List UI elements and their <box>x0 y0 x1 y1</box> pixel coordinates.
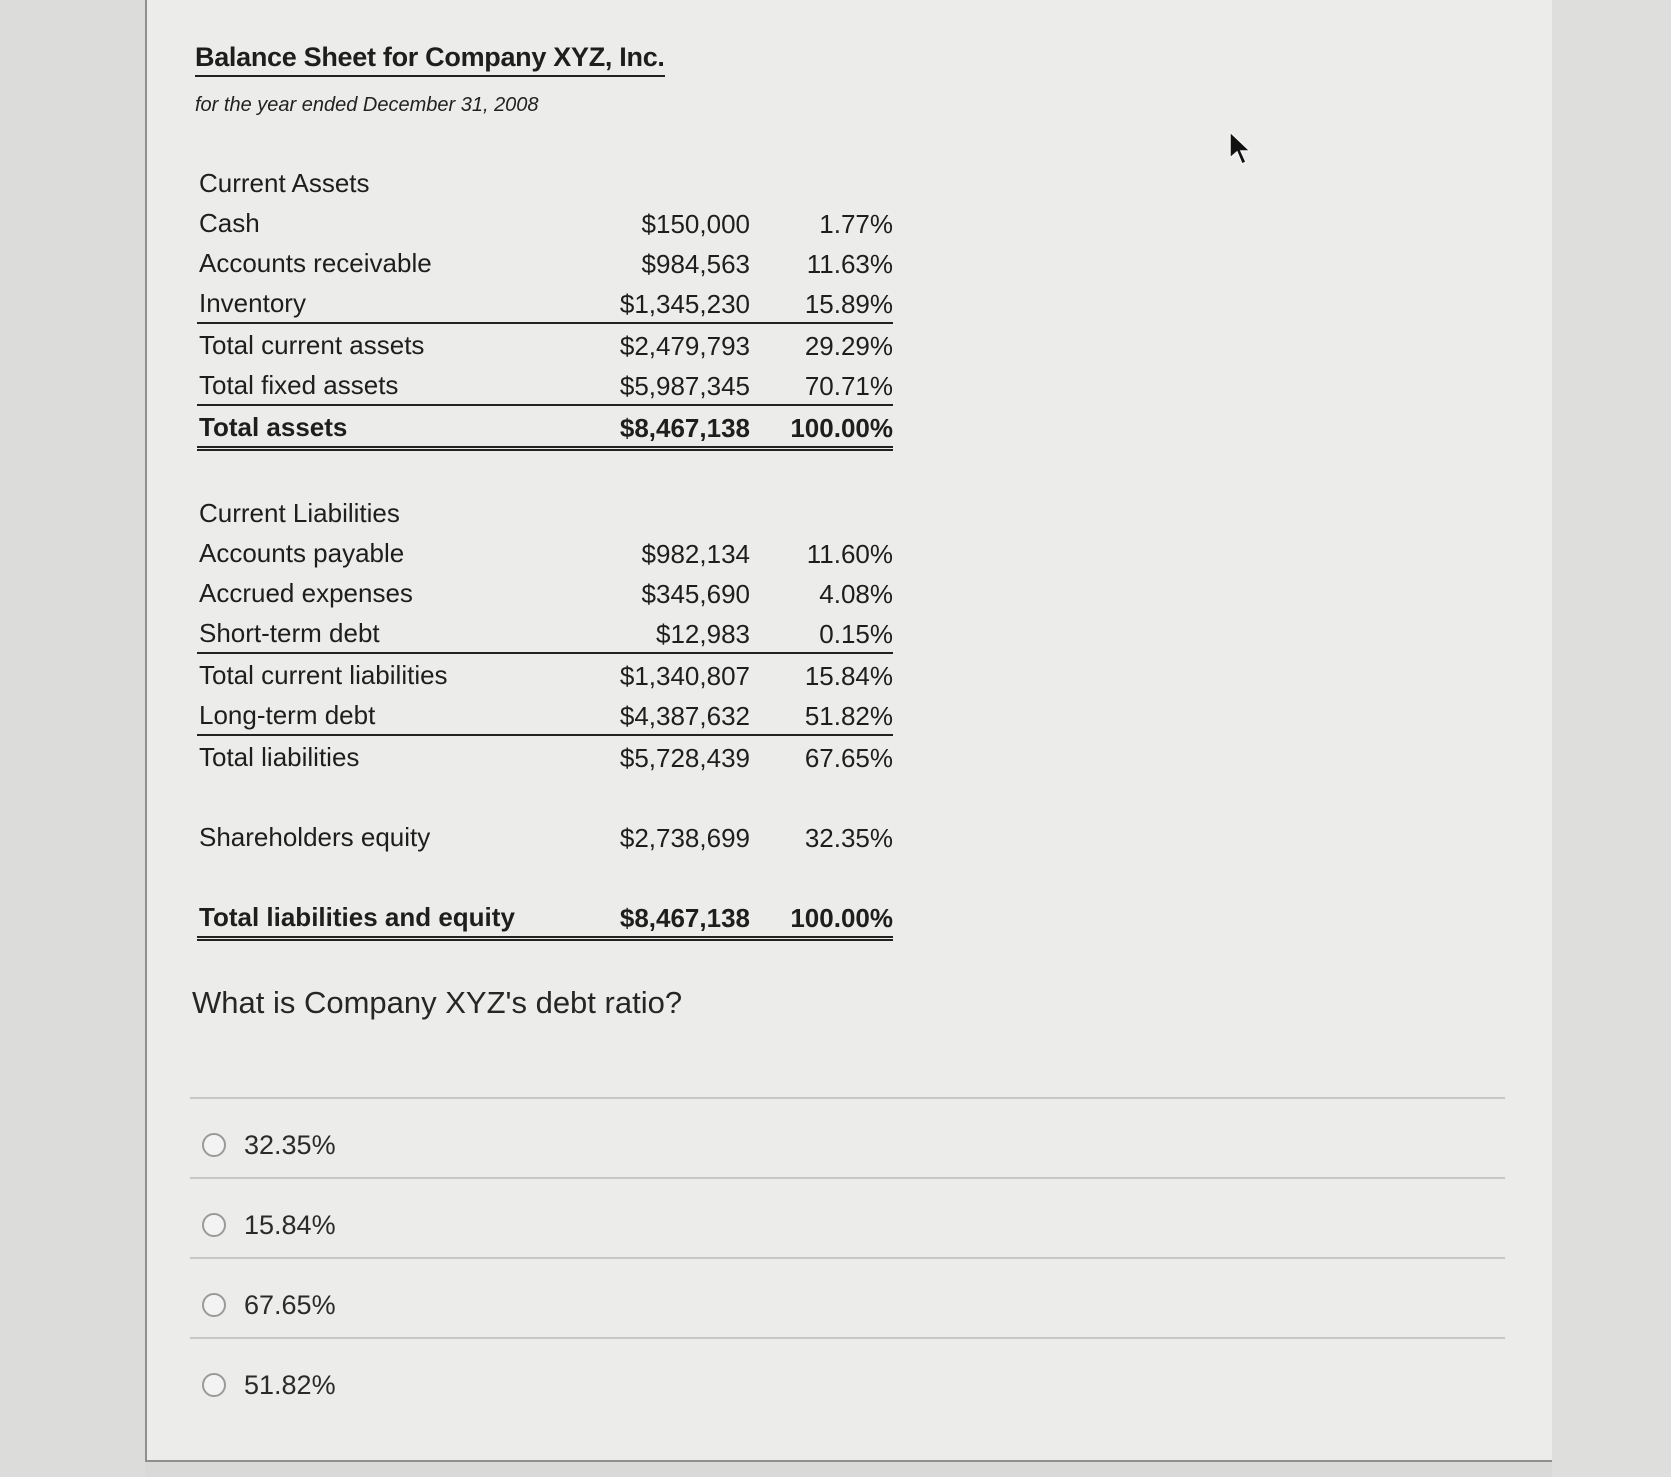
equity-row <box>197 816 893 856</box>
liabilities-table <box>197 492 893 941</box>
row-percent: 29.29% <box>804 331 893 361</box>
row-amount: $984,563 <box>641 249 750 279</box>
spacer-row <box>197 776 893 816</box>
row-amount: $345,690 <box>641 579 750 609</box>
table-row <box>197 324 893 364</box>
option-divider <box>190 1177 1505 1179</box>
option-divider <box>190 1337 1505 1339</box>
row-percent: 1.77% <box>819 209 893 239</box>
table-row <box>197 364 893 406</box>
radio-circle-icon[interactable] <box>202 1373 226 1397</box>
answer-option[interactable] <box>202 1288 336 1322</box>
spacer-row <box>197 856 893 896</box>
table-row <box>197 282 893 324</box>
row-amount: $8,467,138 <box>619 903 750 933</box>
row-amount: $12,983 <box>656 619 750 649</box>
option-label[interactable]: 51.82% <box>244 1369 336 1400</box>
row-percent: 100.00% <box>790 413 893 443</box>
table-row <box>197 532 893 572</box>
total-row <box>197 406 893 451</box>
row-percent: 11.63% <box>806 249 893 279</box>
row-label: Total fixed assets <box>199 370 399 400</box>
answer-option[interactable] <box>202 1208 336 1242</box>
row-label: Shareholders equity <box>199 822 431 852</box>
option-divider <box>190 1097 1505 1099</box>
row-label: Total current assets <box>199 330 425 360</box>
mouse-pointer-icon <box>1228 130 1256 168</box>
row-label: Total current liabilities <box>199 660 448 690</box>
row-label: Short-term debt <box>199 618 380 648</box>
table-row <box>197 572 893 612</box>
option-label[interactable]: 15.84% <box>244 1209 336 1240</box>
row-amount: $1,340,807 <box>619 661 750 691</box>
balance-sheet-subtitle: for the year ended December 31, 2008 <box>195 94 539 116</box>
table-row <box>197 654 893 694</box>
row-amount: $1,345,230 <box>619 289 750 319</box>
table-row <box>197 736 893 776</box>
row-amount: $4,387,632 <box>619 701 750 731</box>
row-amount: $8,467,138 <box>619 413 750 443</box>
option-label[interactable]: 32.35% <box>244 1129 336 1160</box>
radio-circle-icon[interactable] <box>202 1133 226 1157</box>
answer-option[interactable] <box>202 1128 336 1162</box>
row-label: Accrued expenses <box>199 578 413 608</box>
row-percent: 11.60% <box>806 539 893 569</box>
row-amount: $5,987,345 <box>619 371 750 401</box>
row-percent: 4.08% <box>819 579 893 609</box>
section-header-row <box>197 162 893 202</box>
row-label: Accounts payable <box>199 538 405 568</box>
section-header-row <box>197 492 893 532</box>
balance-sheet-title: Balance Sheet for Company XYZ, Inc. <box>195 42 665 77</box>
row-label: Accounts receivable <box>199 248 432 278</box>
photo-background-right <box>1552 0 1671 1477</box>
row-label: Inventory <box>199 288 306 318</box>
radio-circle-icon[interactable] <box>202 1213 226 1237</box>
table-row <box>197 612 893 654</box>
row-label: Long-term debt <box>199 700 376 730</box>
table-row <box>197 694 893 736</box>
row-percent: 67.65% <box>804 743 893 773</box>
row-label: Total liabilities <box>199 742 360 772</box>
row-label: Total liabilities and equity <box>199 902 515 932</box>
row-amount: $150,000 <box>641 209 750 239</box>
option-divider <box>190 1257 1505 1259</box>
row-percent: 15.89% <box>804 289 893 319</box>
section-label: Current Assets <box>199 168 370 198</box>
row-amount: $982,134 <box>641 539 750 569</box>
table-row <box>197 242 893 282</box>
row-percent: 100.00% <box>790 903 893 933</box>
assets-table <box>197 162 893 451</box>
row-percent: 51.82% <box>804 701 893 731</box>
row-label: Total assets <box>199 412 348 442</box>
row-label: Cash <box>199 208 260 238</box>
table-row <box>197 202 893 242</box>
row-percent: 0.15% <box>819 619 893 649</box>
total-row <box>197 896 893 941</box>
row-amount: $5,728,439 <box>619 743 750 773</box>
section-label: Current Liabilities <box>199 498 400 528</box>
row-percent: 32.35% <box>804 823 893 853</box>
answer-option[interactable] <box>202 1368 336 1402</box>
photo-background-left <box>0 0 145 1477</box>
row-amount: $2,738,699 <box>619 823 750 853</box>
option-label[interactable]: 67.65% <box>244 1289 336 1320</box>
row-amount: $2,479,793 <box>619 331 750 361</box>
row-percent: 15.84% <box>804 661 893 691</box>
row-percent: 70.71% <box>804 371 893 401</box>
question-text: What is Company XYZ's debt ratio? <box>192 985 683 1020</box>
radio-circle-icon[interactable] <box>202 1293 226 1317</box>
